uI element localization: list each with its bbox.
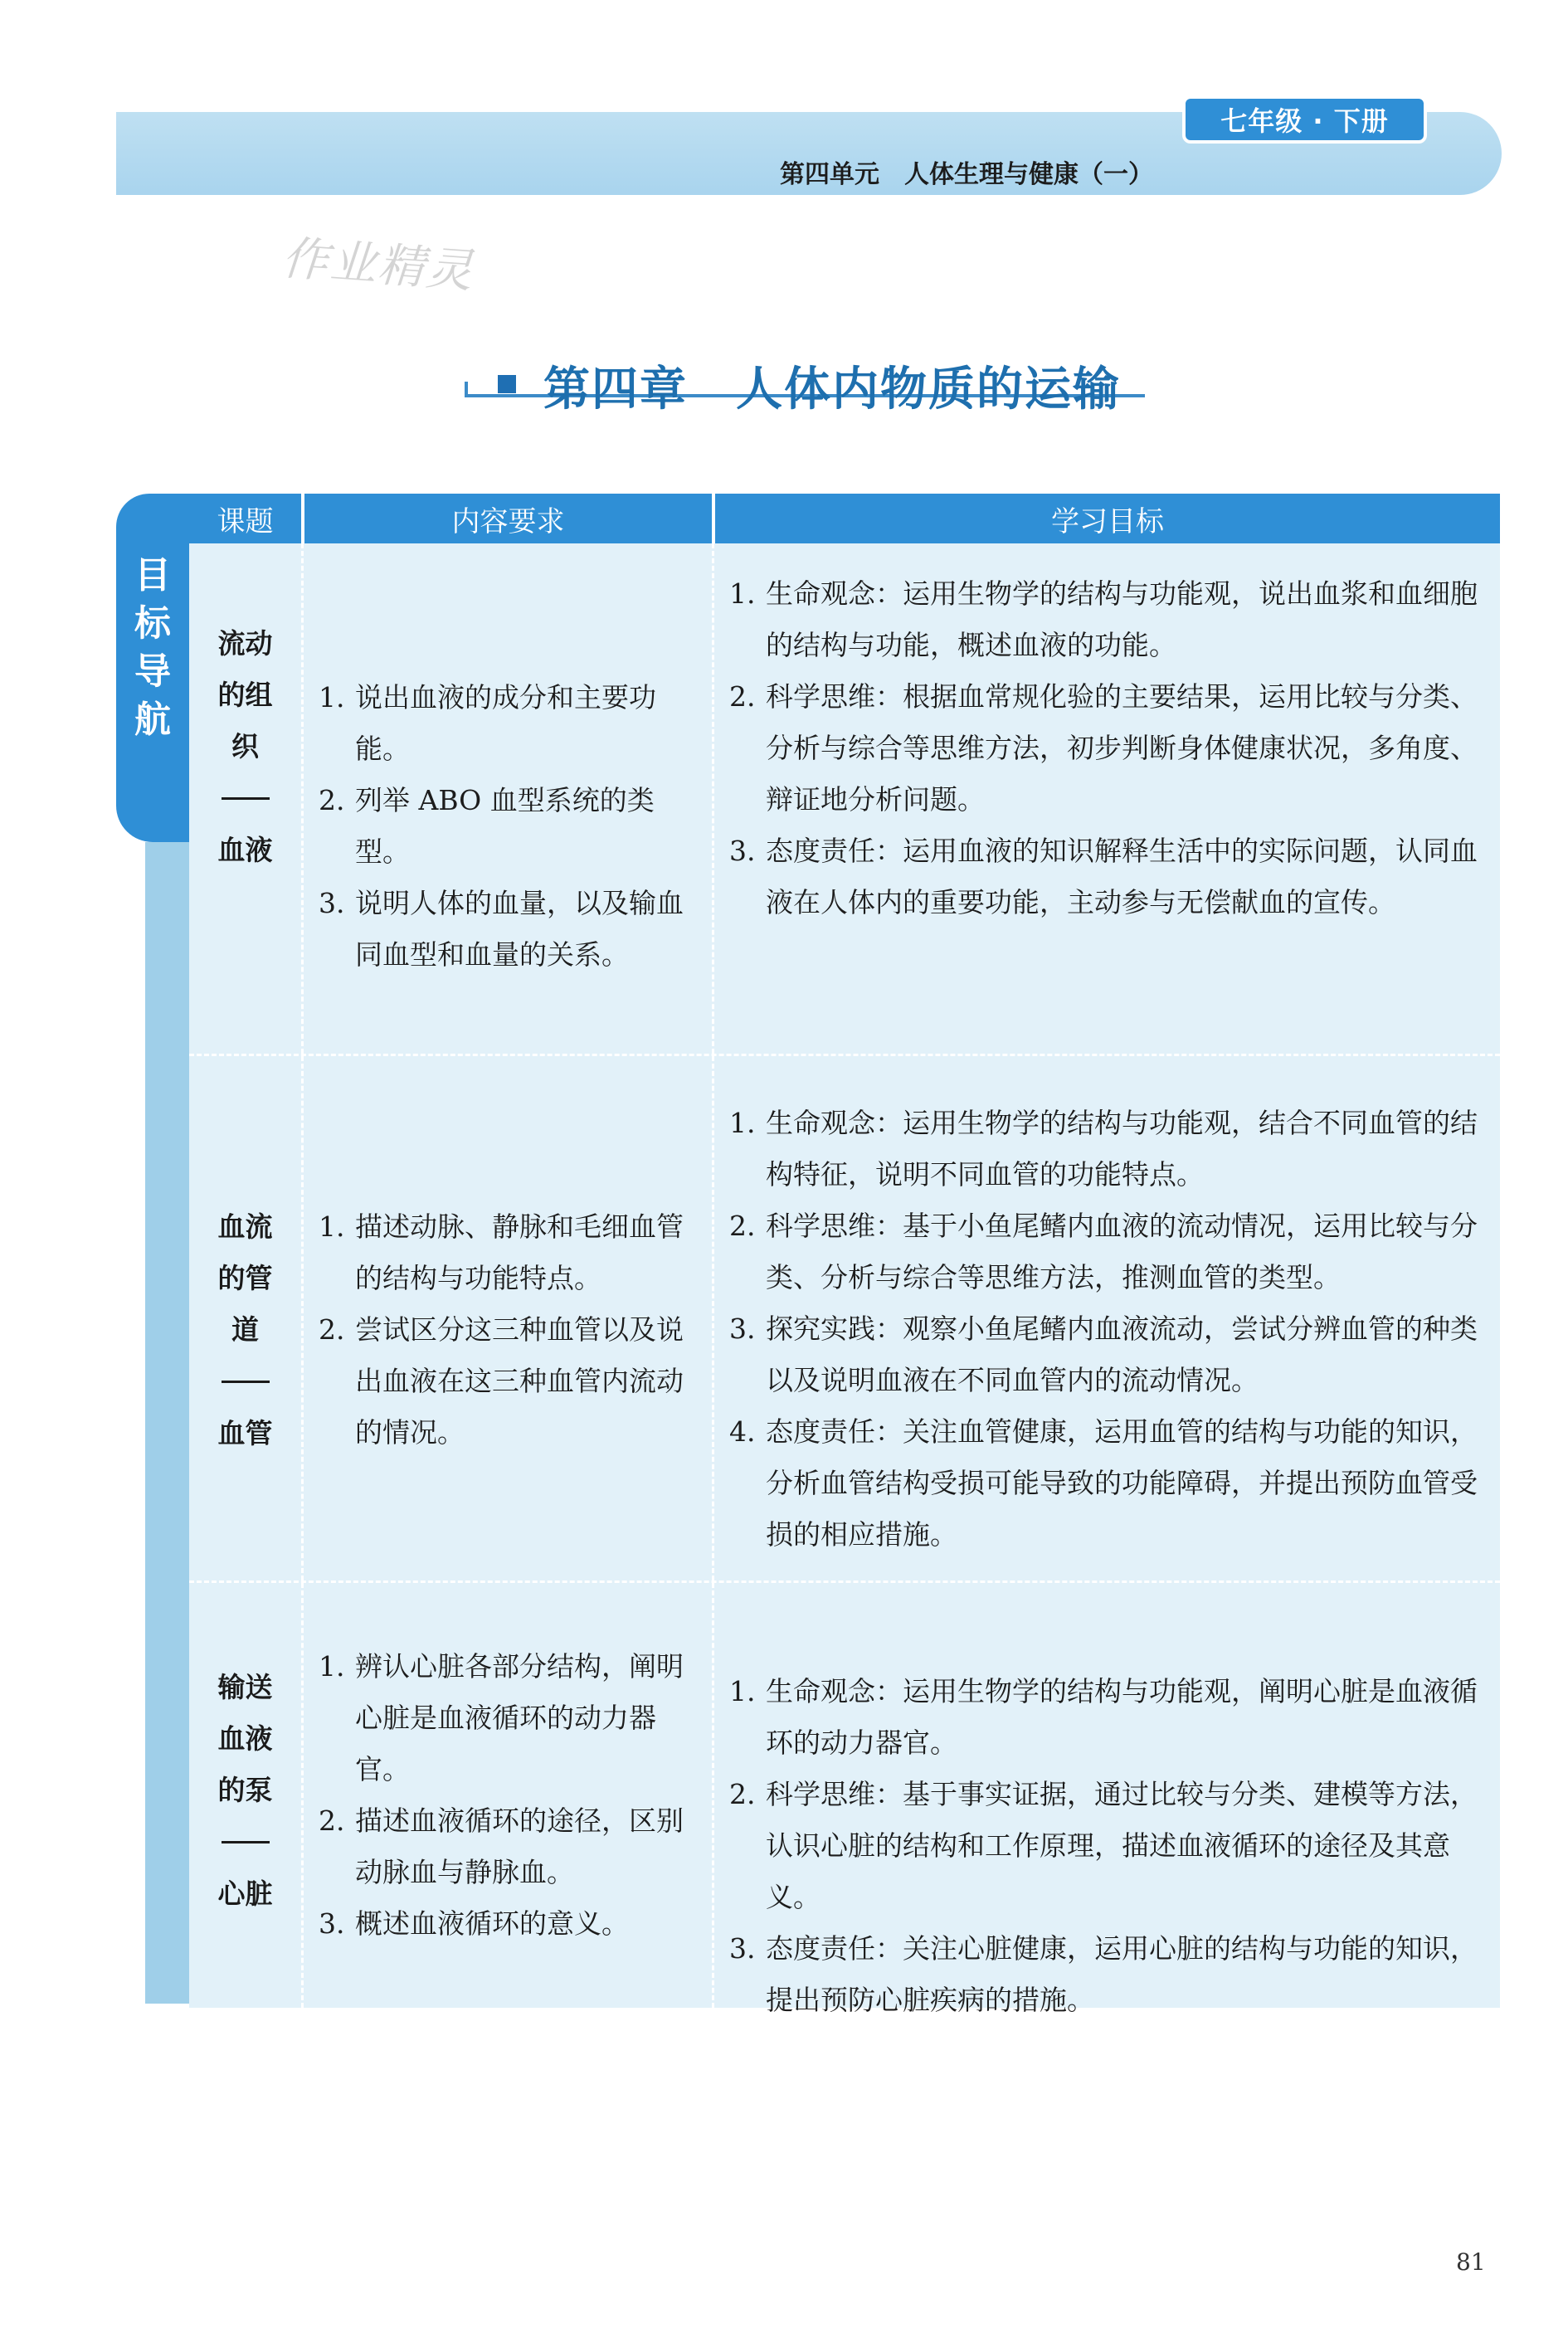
list-text: 态度责任：关注心脏健康，运用心脏的结构与功能的知识，提出预防心脏疾病的措施。 xyxy=(766,1932,1478,2016)
chapter-title: 第四章 人体内物质的运输 xyxy=(543,362,1121,416)
list-number: 2. xyxy=(729,680,756,713)
list-item xyxy=(319,1641,696,1795)
list-text: 科学思维：根据血常规化验的主要结果，运用比较与分类、分析与综合等思维方法，初步判断身体健康状况，多角度、辩证地分析问题。 xyxy=(766,680,1478,816)
list-number: 2. xyxy=(729,1210,756,1242)
side-tab-char: 导 xyxy=(134,650,171,693)
list-item xyxy=(319,1795,696,1898)
list-item xyxy=(729,1923,1484,2026)
goals-list xyxy=(729,1666,1484,2026)
goals-cell xyxy=(712,1583,1500,2016)
goals-cell xyxy=(712,543,1500,1054)
requirements-cell xyxy=(301,1056,712,1580)
list-text: 尝试区分这三种血管以及说出血液在这三种血管内流动的情况。 xyxy=(355,1313,684,1449)
list-number: 2. xyxy=(319,784,345,816)
list-item xyxy=(319,878,696,981)
table-row xyxy=(189,1054,1500,1580)
list-item xyxy=(729,568,1484,671)
list-text: 列举 ABO 血型系统的类型。 xyxy=(355,784,655,868)
square-bullet-icon xyxy=(498,375,516,393)
list-item xyxy=(319,1304,696,1459)
list-item xyxy=(319,1898,696,1950)
list-text: 态度责任：关注血管健康，运用血管的结构与功能的知识，分析血管结构受损可能导致的功能障碍，并提出预防血管受损的相应措施。 xyxy=(766,1415,1478,1551)
requirements-cell xyxy=(301,1583,712,2008)
list-text: 说明人体的血量，以及输血同血型和血量的关系。 xyxy=(355,887,684,971)
topic-dash xyxy=(222,797,270,800)
list-number: 2. xyxy=(319,1313,345,1346)
list-number: 1. xyxy=(319,1650,345,1683)
list-item xyxy=(319,672,696,775)
list-number: 3. xyxy=(319,1907,345,1940)
topic-cell xyxy=(189,1583,301,2008)
requirements-list xyxy=(319,1641,696,1950)
goals-list xyxy=(729,1098,1484,1561)
list-item xyxy=(729,1098,1484,1201)
header-topic: 课题 xyxy=(189,494,301,543)
goals-list xyxy=(729,568,1484,928)
list-item xyxy=(729,671,1484,826)
list-text: 科学思维：基于事实证据，通过比较与分类、建模等方法，认识心脏的结构和工作原理，描述血液循环的途径及其意义。 xyxy=(766,1778,1478,1913)
header-requirements: 内容要求 xyxy=(301,494,712,543)
requirements-list xyxy=(319,1201,696,1459)
list-text: 探究实践：观察小鱼尾鳍内血液流动，尝试分辨血管的种类以及说明血液在不同血管内的流动情况。 xyxy=(766,1313,1478,1396)
list-text: 态度责任：运用血液的知识解释生活中的实际问题，认同血液在人体内的重要功能，主动参与无偿献血的宣传。 xyxy=(766,835,1478,918)
list-item xyxy=(729,1303,1484,1406)
side-tab-goal-navigation xyxy=(116,494,189,842)
topic-cell xyxy=(189,543,301,1054)
list-number: 3. xyxy=(729,1313,756,1345)
list-text: 科学思维：基于小鱼尾鳍内血液的流动情况，运用比较与分类、分析与综合等思维方法，推测血管的类型。 xyxy=(766,1210,1478,1293)
topic-dash xyxy=(222,1841,270,1843)
list-number: 3. xyxy=(729,1932,756,1965)
table-row xyxy=(189,1580,1500,2016)
list-item xyxy=(729,826,1484,928)
topic-label: 输送 血液 的泵 心脏 xyxy=(217,1671,273,1910)
grade-tab: 七年级 · 下册 xyxy=(1182,95,1427,144)
list-number: 1. xyxy=(319,1210,345,1243)
list-number: 3. xyxy=(729,835,756,867)
chapter-tick xyxy=(465,382,468,397)
topic-dash xyxy=(222,1381,270,1383)
list-text: 概述血液循环的意义。 xyxy=(355,1907,629,1940)
side-strip xyxy=(145,842,189,2004)
list-text: 描述血液循环的途径，区别动脉血与静脉血。 xyxy=(355,1804,684,1888)
table-row xyxy=(189,543,1500,1054)
list-item xyxy=(729,1666,1484,1769)
side-tab-char: 目 xyxy=(134,554,171,597)
unit-title: 第四单元 人体生理与健康（一） xyxy=(780,160,1153,189)
topic-cell xyxy=(189,1056,301,1580)
list-text: 说出血液的成分和主要功能。 xyxy=(355,681,656,765)
header-goals: 学习目标 xyxy=(712,494,1500,543)
side-tab-char: 标 xyxy=(134,602,171,645)
topic-label: 流动 的组 织 血液 xyxy=(217,627,273,866)
list-number: 1. xyxy=(319,681,345,713)
list-item xyxy=(319,775,696,878)
list-text: 生命观念：运用生物学的结构与功能观，阐明心脏是血液循环的动力器官。 xyxy=(766,1675,1478,1759)
list-number: 1. xyxy=(729,1107,756,1139)
goals-cell xyxy=(712,1056,1500,1580)
watermark: 作业精灵 xyxy=(280,231,476,300)
list-item xyxy=(319,1201,696,1304)
list-text: 生命观念：运用生物学的结构与功能观，结合不同血管的结构特征，说明不同血管的功能特点。 xyxy=(766,1107,1478,1191)
list-number: 2. xyxy=(729,1778,756,1810)
goals-table xyxy=(189,494,1500,2016)
requirements-cell xyxy=(301,543,712,1054)
list-number: 1. xyxy=(729,1675,756,1707)
table-header xyxy=(189,494,1500,543)
list-text: 描述动脉、静脉和毛细血管的结构与功能特点。 xyxy=(355,1210,684,1294)
topic-label: 血流 的管 道 血管 xyxy=(217,1210,273,1449)
list-item xyxy=(729,1406,1484,1561)
list-item xyxy=(729,1769,1484,1923)
requirements-list xyxy=(319,672,696,981)
list-number: 1. xyxy=(729,577,756,610)
list-number: 4. xyxy=(729,1415,756,1448)
list-number: 2. xyxy=(319,1804,345,1837)
side-tab-char: 航 xyxy=(134,699,171,741)
list-item xyxy=(729,1201,1484,1303)
list-text: 辨认心脏各部分结构，阐明心脏是血液循环的动力器官。 xyxy=(355,1650,684,1785)
list-number: 3. xyxy=(319,887,345,919)
list-text: 生命观念：运用生物学的结构与功能观，说出血浆和血细胞的结构与功能，概述血液的功能。 xyxy=(766,577,1478,661)
page-number: 81 xyxy=(1456,2248,1486,2276)
